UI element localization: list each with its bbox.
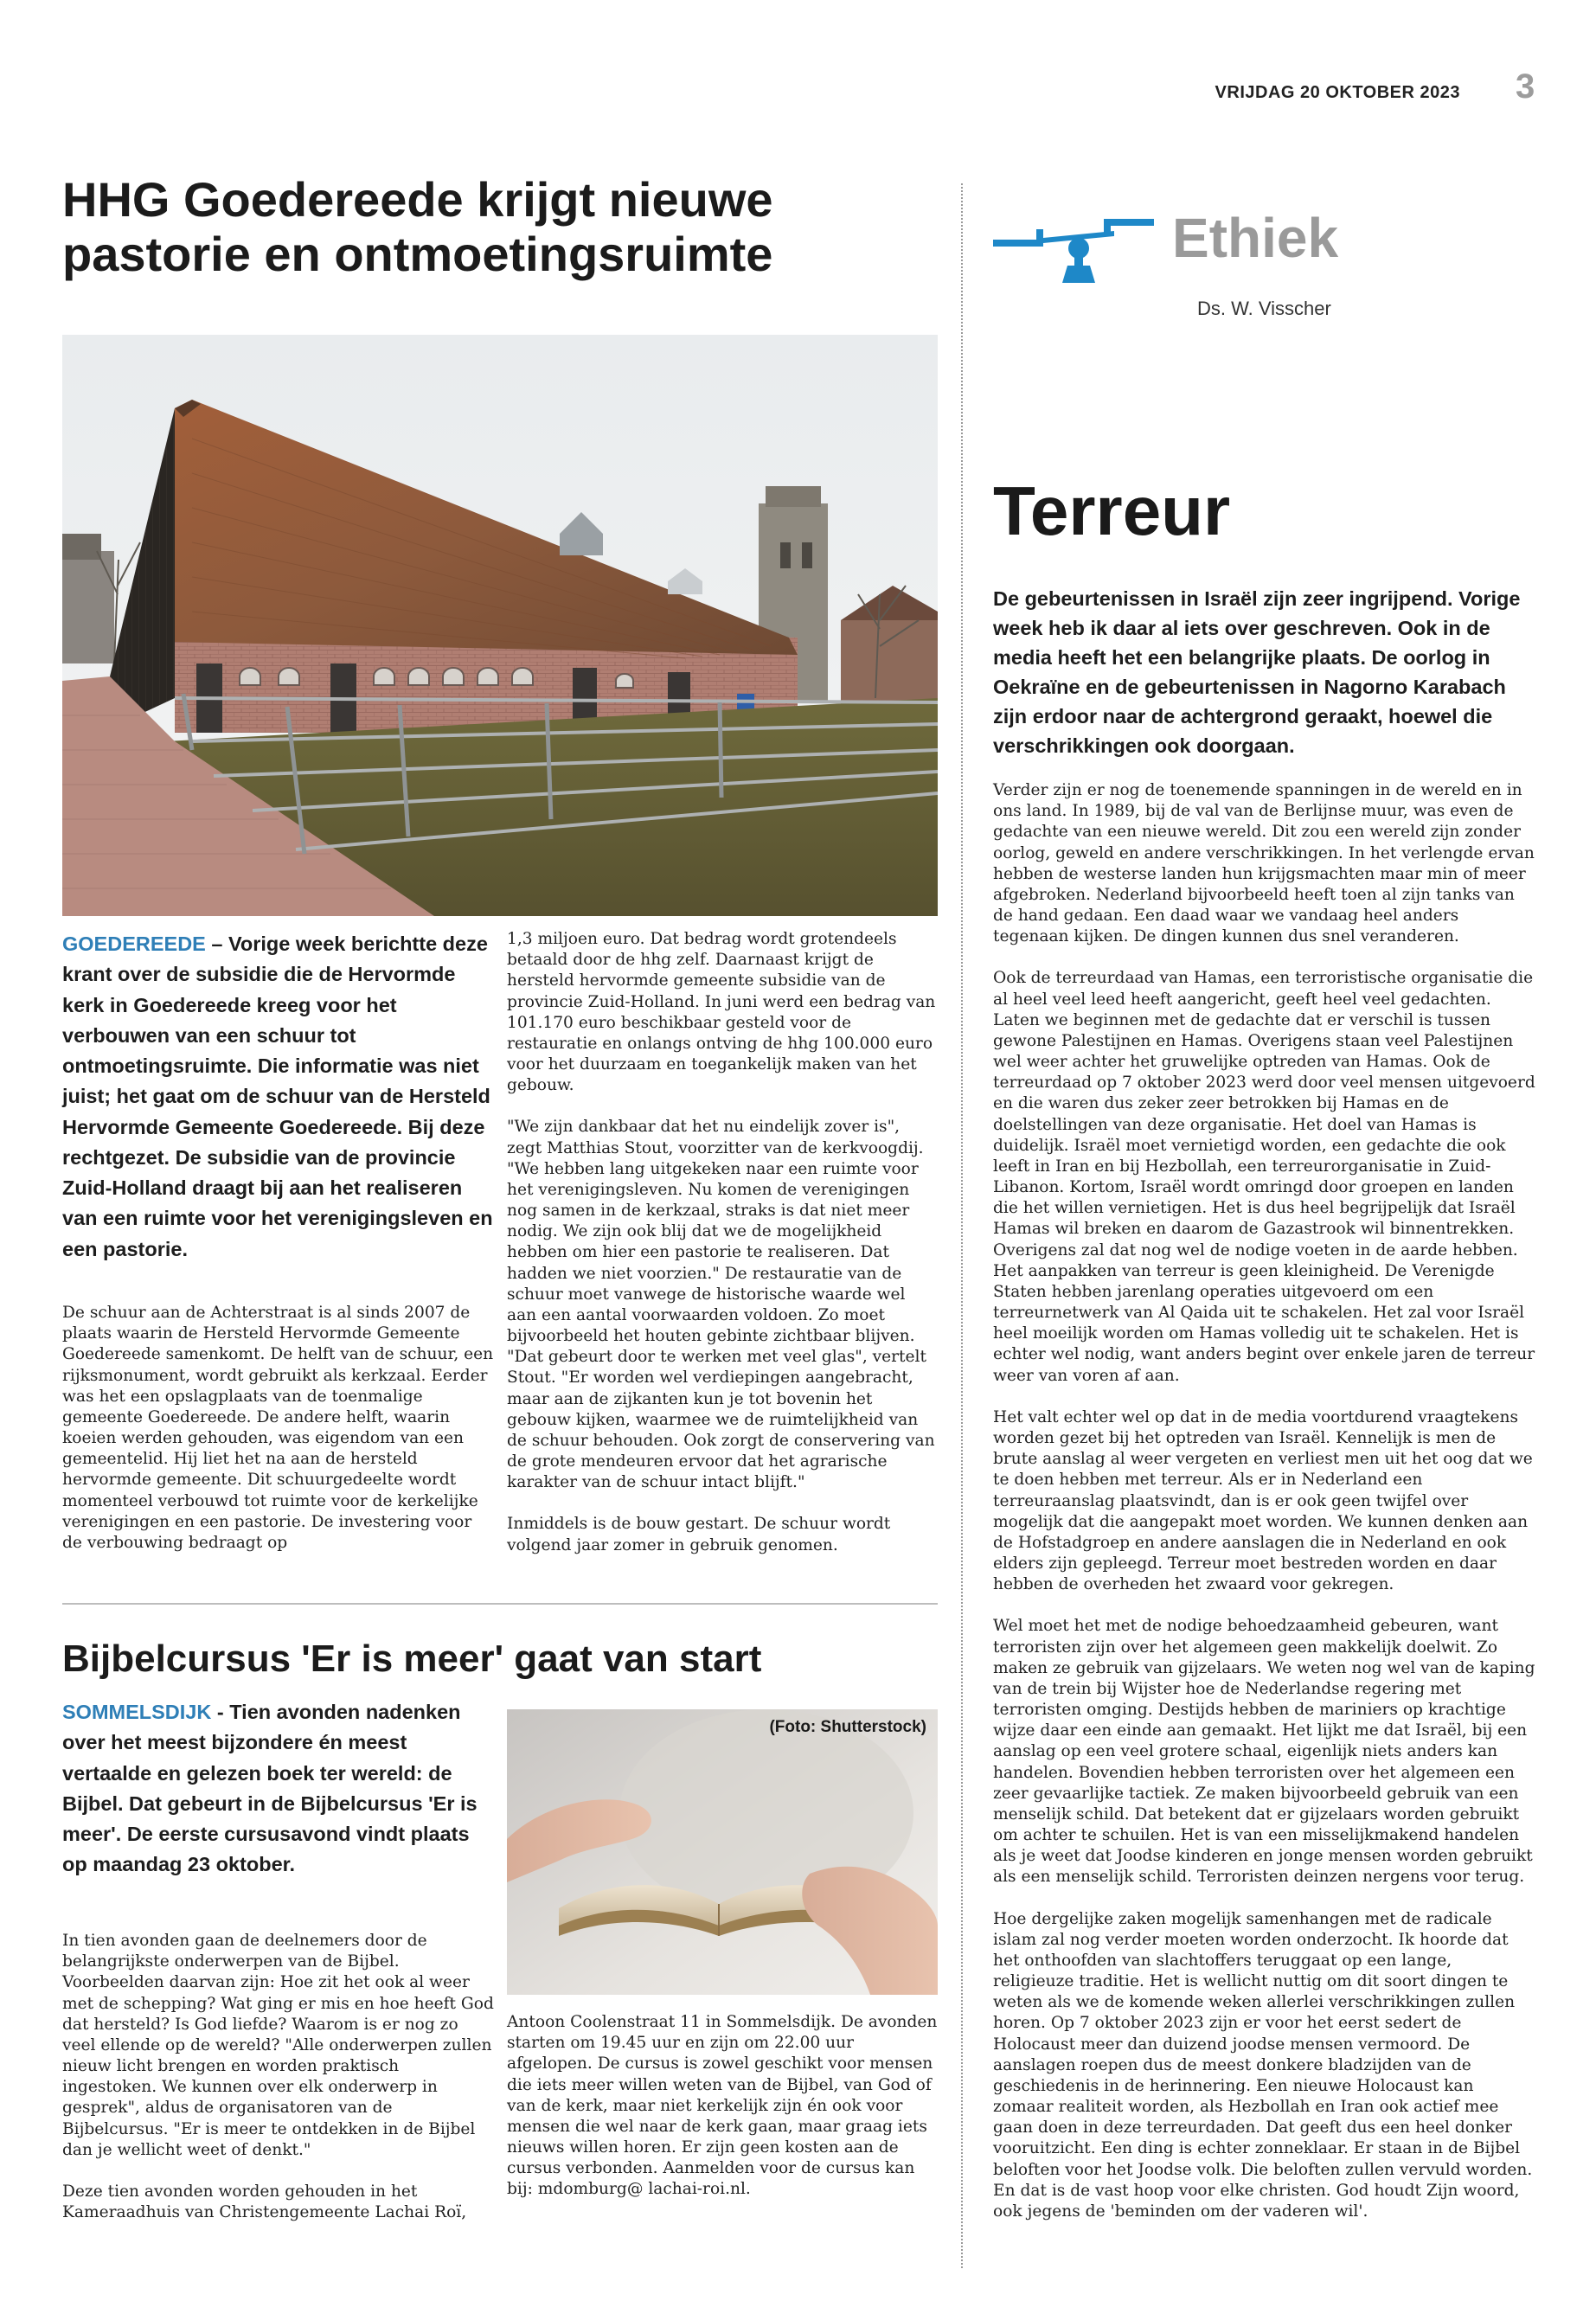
article2-headline: Bijbelcursus 'Er is meer' gaat van start xyxy=(62,1638,762,1680)
column-paragraph-4: Wel moet het met de nodige behoedzaamheid gebeuren, want terroristen zijn over het algemeen geen makkelijk doelwit. Zo maken ze gebruik van gijzelaars. We weten nog wel van de kaping van de trein bij Wijster hoe de Nederlandse regering met terroristen omging. Destijds hebben de mariniers op krachtige wijze daar een einde aan gemaakt. Het lijkt me dat Israël, bij een aanslag op een veel grotere schaal, eigenlijk niets anders kan handelen. Bovendien hebben terroristen over het algemeen een zeer gevaarlijke tactiek. Ze maken bijvoorbeeld gebruik van een menselijk schild. Dat betekent dat er gijzelaars worden gebruikt om achter te schuilen. Het is van een misselijkmakend handelen als je weet dat Joodse kinderen en jonge mensen worden gebruikt als een menselijk schild. Terroristen deinzen nergens voor terug. xyxy=(993,1617,1535,1887)
article2-col1-paragraph1: In tien avonden gaan de deelnemers door de belangrijkste onderwerpen van de Bijbel. Voorbeelden daarvan zijn: Hoe zit het ook al weer met de schepping? Wat ging er mis en hoe heeft God dat hersteld? Is God liefde? Waarom is er nog zo veel ellende op de wereld? "Alle onderwerpen zullen nieuw licht brengen en worden praktisch ingestoken. We kunnen over elk onderwerp in gesprek", aldus de organisatoren van de Bijbelcursus. "Er is meer te ontdekken in de Bijbel dan je wellicht weet of denkt." xyxy=(62,1932,494,2159)
article1-col1-paragraph: De schuur aan de Achterstraat is al sinds 2007 de plaats waarin de Hersteld Hervormde Gemeente Goedereede samenkomt. De helft van de schuur, een rijksmonument, wordt gebruikt als kerkzaal. Eerder was het een opslagplaats van de toenmalige gemeente Goedereede. De andere helft, waarin koeien werden gehouden, was eigendom van een gemeentelid. Hij liet het na aan de hersteld hervormde gemeente. Dit schuurgedeelte wordt momenteel verbouwd tot ruimte voor de kerkelijke verenigingen en een pastorie. De investering voor de verbouwing bedraagt op xyxy=(62,1304,494,1552)
column-separator xyxy=(961,183,963,2268)
article2-place: SOMMELSDIJK xyxy=(62,1701,212,1723)
article2-col2-paragraph: Antoon Coolenstraat 11 in Sommelsdijk. De avonden starten om 19.45 uur en zijn om 22.00 uur afgelopen. De cursus is zowel geschikt voor mensen die iets meer willen weten van de Bijbel, van God of van de kerk, maar niet kerkelijk zijn én ook voor mensen die wel naar de kerk gaan, maar graag iets nieuws willen horen. Er zijn geen kosten aan de cursus verbonden. Aanmelden voor de cursus kan bij: mdomburg@ lachai-roi.nl. xyxy=(507,2013,938,2199)
column-paragraph-2: Ook de terreurdaad van Hamas, een terroristische organisatie die al heel veel leed heeft aangericht, geeft heel veel gedachten. Laten we beginnen met de gedachte dat er verschil is tussen gewone Palestijnen en Hamas. Overigens staan veel Palestijnen wel weer achter het gruwelijke optreden van Hamas. Ook de terreurdaad op 7 oktober 2023 werd door veel mensen uitgevoerd en die waren dus zeker zeer betrokken bij Hamas en de doelstellingen van deze organisatie. Het doel van Hamas is duidelijk. Israël moet vernietigd worden, een gedachte die ook leeft in Iran en bij Hezbollah, een terreurorganisatie in Zuid-Libanon. Kortom, Israël wordt omringd door groepen en landen die het willen vernietigen. Het is dus heel begrijpelijk dat Israël Hamas wil breken en daarom de Gazastrook wil binnentrekken. Overigens zal dat nog wel de nodige voeten in de aarde hebben. Het aanpakken van terreur is geen kleinigheid. De Verenigde Staten hebben jarenlang operaties uitgevoerd om een terreurnetwerk van Al Qaida uit te schakelen. Het zal voor Israël heel moeilijk worden om Hamas volledig uit te schakelen. Het is echter wel nodig, want anders begint over enkele jaren de terreur weer van voren af aan. xyxy=(993,969,1535,1385)
section-title: Ethiek xyxy=(1172,207,1339,269)
article-separator xyxy=(62,1603,938,1605)
article1-headline-line1: HHG Goedereede krijgt nieuwe xyxy=(62,172,773,227)
barn-photo xyxy=(62,335,938,916)
photo-credit: (Foto: Shutterstock) xyxy=(769,1718,926,1736)
article1-headline xyxy=(62,173,938,281)
column-lead: De gebeurtenissen in Israël zijn zeer ingrijpend. Vorige week heb ik daar al iets over geschreven. Ook in de media heeft het een belangrijke plaats. De oorlog in Oekraïne en de gebeurtenissen in Nagorno Karabach zijn erdoor naar de achtergrond geraakt, hoewel die verschrikkingen ook doorgaan. xyxy=(993,587,1521,758)
article1-col2-paragraph2: "We zijn dankbaar dat het nu eindelijk zover is", zegt Matthias Stout, voorzitter van de kerkvoogdij. "We hebben lang uitgekeken naar een ruimte voor het verenigingsleven. Nu komen de verenigingen nog samen in de kerkzaal, straks is dat niet meer nodig. We zijn ook blij dat we de mogelijkheid hebben om hier een pastorie te realiseren. Dat hadden we niet voorzien." De restauratie van de schuur moet vanwege de historische waarde wel aan een aantal voorwaarden voldoen. Zo moet bijvoorbeeld het houten gebinte zichtbaar blijven. "Dat gebeurt door te werken met veel glas", vertelt Stout. "Er worden wel verdiepingen aangebracht, maar aan de zijkanten kun je tot bovenin het gebouw kijken, waarmee we de ruimtelijkheid van de schuur behouden. Ook zorgt de conservering van de grote mendeuren ervoor dat het agrarische karakter van de schuur intact blijft." xyxy=(507,1118,935,1492)
author-name: Ds. W. Visscher xyxy=(1197,298,1331,319)
article1-place: GOEDEREEDE xyxy=(62,933,206,955)
column-title: Terreur xyxy=(993,472,1231,549)
ethiek-scale-icon xyxy=(993,212,1166,290)
column-paragraph-3: Het valt echter wel op dat in de media voortdurend vraagtekens worden gezet bij het optreden van Israël. Kennelijk is men de brute aanslag al weer vergeten en verliest men uit het oog dat we te doen hebben met terreur. Als er in Nederland een terreuraanslag plaatsvindt, dan is er ook geen twijfel over mogelijk dat die aangepakt moet worden. We kunnen denken aan de Hofstadgroep en andere aanslagen die in Nederland en ook elders zijn gepleegd. Terreur moet bestreden worden en daar hebben de overheden het zwaard voor gekregen. xyxy=(993,1407,1533,1594)
article1-column2 xyxy=(507,929,938,1577)
column-paragraph-1: Verder zijn er nog de toenemende spanningen in de wereld en in ons land. In 1989, bij de val van de Berlijnse muur, was even de gedachte van een nieuwe wereld. Dit zou een wereld zijn zonder oorlog, geweld en andere verschrikkingen. In het verlengde ervan hebben de westerse landen hun krijgsmachten maar min of meer afgebroken. Nederland bijvoorbeeld heeft toen al zijn tanks van de hand gedaan. Een daad waar we vandaag heel anders tegenaan kijken. De dingen kunnen dus snel veranderen. xyxy=(993,781,1535,946)
article1-lead xyxy=(62,929,495,1265)
article1-col2-paragraph1: 1,3 miljoen euro. Dat bedrag wordt grotendeels betaald door de hhg zelf. Daarnaast krijgt de hersteld hervormde gemeente subsidie van de provincie Zuid-Holland. In juni werd een bedrag van 101.170 euro beschikbaar gesteld voor de restauratie en onlangs ontving de hhg 100.000 euro voor het duurzaam en toegankelijk maken van het gebouw. xyxy=(507,930,936,1095)
column-paragraph-5: Hoe dergelijke zaken mogelijk samenhangen met de radicale islam zal nog verder moeten worden onderzocht. Ik hoorde dat het onthoofden van slachtoffers teruggaat op een lange, religieuze traditie. Het is wellicht nuttig om dit soort dingen te weten als we de komende weken allerlei verschrikkingen zullen horen. Op 7 oktober 2023 zijn er voor het eerst sedert de Holocaust meer dan duizend joodse mensen vermoord. De aanslagen roepen dus de meest donkere bladzijden van de geschiedenis in de herinnering. Een nieuwe Holocaust kan zomaar realiteit worden, als Hezbollah en Iran ook actief mee gaan doen in deze terreurdaden. Dat geeft dus een heel donker vooruitzicht. Een ding is echter zonneklaar. Er staan in de Bijbel beloften voor het Joodse volk. Die beloften zullen vervuld worden. En dat is de vast hoop voor elke christen. God houdt Zijn woord, ook jegens de 'beminden om der vaderen wil'. xyxy=(993,1909,1533,2221)
article2-column1 xyxy=(62,1931,495,2244)
article1-lead-text: – Vorige week berichtte deze krant over de subsidie die de Hervormde kerk in Goedereede kreeg voor het verbouwen van een schuur tot ontmoetingsruimte. Die informatie was niet juist; het gaat om de schuur van de Hersteld Hervormde Gemeente Goedereede. Bij deze rechtgezet. De subsidie van de provincie Zuid-Holland draagt bij aan het realiseren van een ruimte voor het verenigingsleven en een pastorie. xyxy=(62,933,493,1260)
issue-date: VRIJDAG 20 OKTOBER 2023 xyxy=(1215,83,1460,102)
article1-column1 xyxy=(62,1303,495,1574)
article2-lead xyxy=(62,1697,490,1881)
article2-lead-text: - Tien avonden nadenken over het meest bijzondere én meest vertaalde en gelezen boek ter wereld: de Bijbel. Dat gebeurt in de Bijbelcursus 'Er is meer'. De eerste cursusavond vindt plaats op maandag 23 oktober. xyxy=(62,1701,478,1876)
bible-photo xyxy=(507,1709,938,1995)
article2-col1-paragraph2: Deze tien avonden worden gehouden in het Kameraadhuis van Christengemeente Lachai Roï, xyxy=(62,2182,467,2222)
column-body xyxy=(993,780,1536,2243)
page-number: 3 xyxy=(1516,67,1535,106)
article2-column2 xyxy=(507,2012,938,2221)
article1-col2-paragraph3: Inmiddels is de bouw gestart. De schuur wordt volgend jaar zomer in gebruik genomen. xyxy=(507,1515,891,1554)
article1-headline-line2: pastorie en ontmoetingsruimte xyxy=(62,226,773,281)
